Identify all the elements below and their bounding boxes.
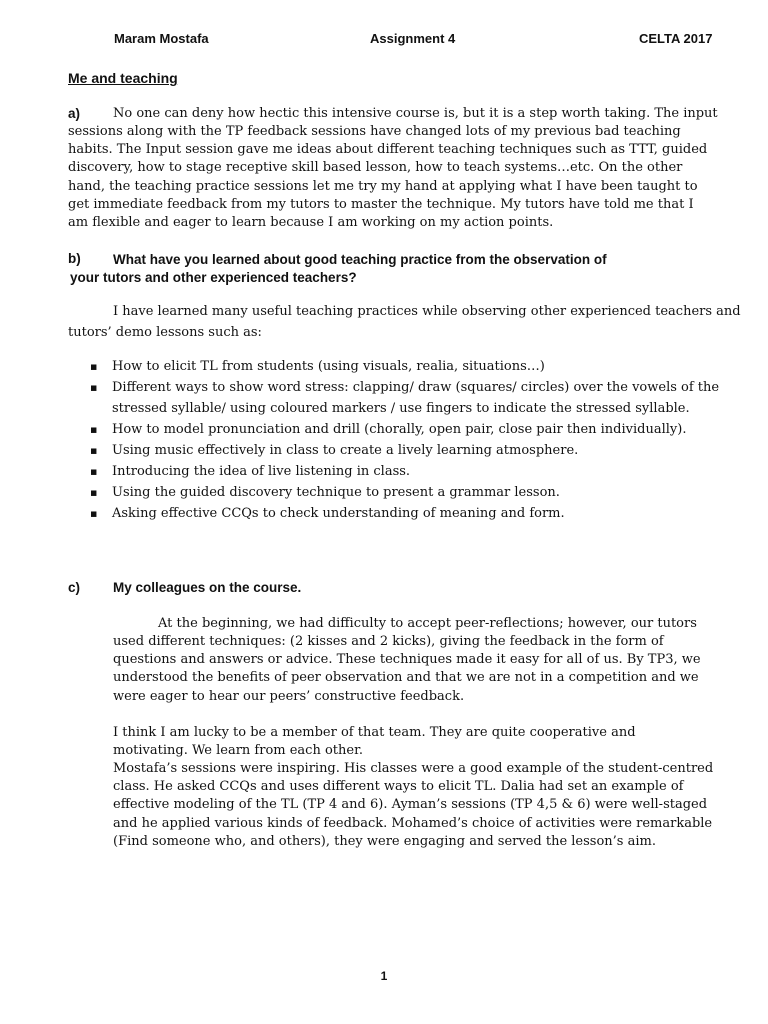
page-title: Me and teaching — [68, 70, 178, 86]
section-a-first-line: No one can deny how hectic this intensive course is, but it is a step worth taking. The input — [113, 106, 718, 121]
header-assignment: Assignment 4 — [370, 31, 456, 46]
section-b-intro-line1: I have learned many useful teaching practices while observing other experienced teachers and — [113, 304, 741, 319]
list-item: ▪ Different ways to show word stress: clapping/ draw (squares/ circles) over the vowels of the stressed syllable/ using coloured markers / use fingers to indicate the stressed syllable. — [90, 377, 730, 419]
section-b-intro-line2: tutors’ demo lessons such as: — [68, 325, 262, 340]
list-item: ▪ Using music effectively in class to create a lively learning atmosphere. — [90, 440, 730, 461]
header-course: CELTA 2017 — [639, 31, 713, 46]
list-item: ▪ Introducing the idea of live listening in class. — [90, 461, 730, 482]
section-c-label: c) — [68, 580, 81, 595]
section-b-question-line2: your tutors and other experienced teachers? — [70, 270, 357, 285]
good-practice-list — [90, 356, 730, 524]
section-a-label: a) — [68, 106, 81, 121]
section-a-body: sessions along with the TP feedback sessions have changed lots of my previous bad teaching habits. The Input session gave me ideas about different teaching techniques such as TTT, guided discovery, how to stage receptive skill based lesson, how to teach systems…etc. On the other hand, the teaching practice sessions let me try my hand at applying what I have been taught to get immediate feedback from my tutors to master the technique. My tutors have told me that I am flexible and eager to learn because I am working on my action points. — [68, 124, 708, 231]
section-c-para3: Mostafa’s sessions were inspiring. His classes were a good example of the student-centred class. He asked CCQs and uses different ways to elicit TL. Dalia had set an example of effective modeling of the TL (TP 4 and 6). Ayman’s sessions (TP 4,5 & 6) were well-staged and he applied various kinds of feedback. Mohamed’s choice of activities were remarkable (Find someone who, and others), they were engaging and served the lesson’s aim. — [113, 761, 714, 849]
section-c-para1-first-line: At the beginning, we had difficulty to accept peer-reflections; however, our tutors — [158, 616, 697, 631]
section-c-title: My colleagues on the course. — [113, 580, 302, 595]
page-number: 1 — [380, 969, 388, 983]
list-item: ▪ How to elicit TL from students (using visuals, realia, situations…) — [90, 356, 730, 377]
section-c-para2: I think I am lucky to be a member of that team. They are quite cooperative and motivating. We learn from each other. — [113, 725, 636, 759]
list-item: ▪ Asking effective CCQs to check understanding of meaning and form. — [90, 503, 730, 524]
section-b-question-line1: What have you learned about good teaching practice from the observation of — [113, 252, 607, 267]
section-c-para1-body: used different techniques: (2 kisses and 2 kicks), giving the feedback in the form of questions and answers or advice. These techniques made it easy for all of us. By TP3, we understood the benefits of peer observation and that we are not in a competition and we were eager to hear our peers’ constructive feedback. — [113, 634, 701, 704]
list-item: ▪ How to model pronunciation and drill (chorally, open pair, close pair then individually). — [90, 419, 730, 440]
section-b-label: b) — [68, 251, 81, 266]
list-item: ▪ Using the guided discovery technique to present a grammar lesson. — [90, 482, 730, 503]
header-author: Maram Mostafa — [114, 31, 209, 46]
